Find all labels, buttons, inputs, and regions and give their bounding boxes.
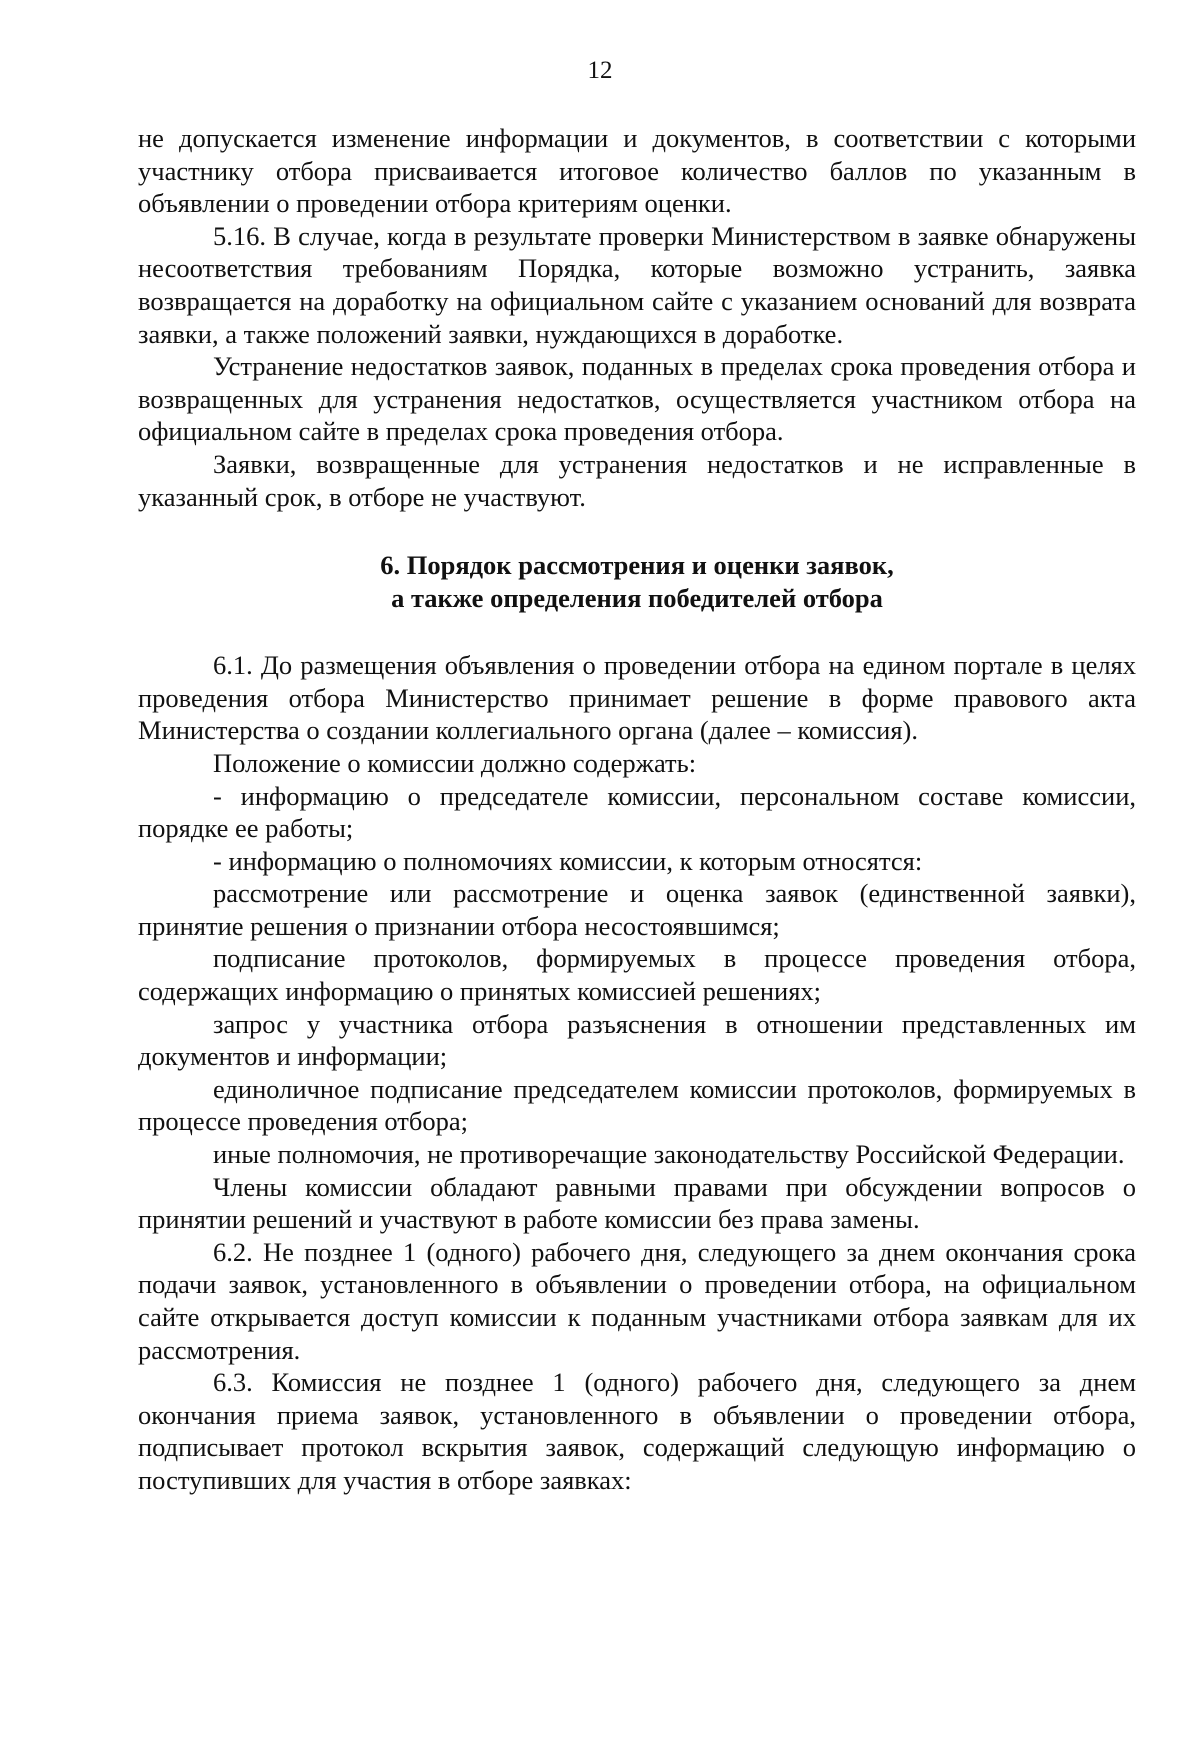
section-heading-line-2: а также определения победителей отбора [391, 583, 883, 614]
paragraph: не допускается изменение информации и документов, в соответствии с которыми участнику отбора присваивается итоговое количество баллов по указанным в объявлении о проведении отбора критериям оценки. [138, 123, 1136, 219]
paragraph: Положение о комиссии должно содержать: [213, 747, 697, 778]
document-body [138, 122, 1136, 1497]
page-number: 12 [587, 57, 613, 84]
paragraph: Члены комиссии обладают равными правами при обсуждении вопросов о принятии решений и участвуют в работе комиссии без права замены. [138, 1171, 1136, 1235]
paragraph: единоличное подписание председателем комиссии протоколов, формируемых в процессе проведения отбора; [138, 1073, 1136, 1137]
paragraph: 6.3. Комиссия не позднее 1 (одного) рабочего дня, следующего за днем окончания приема заявок, установленного в объявлении о проведении отбора, подписывает протокол вскрытия заявок, содержащий следующую информацию о поступивших для участия в отборе заявках: [138, 1367, 1136, 1495]
paragraph: 5.16. В случае, когда в результате проверки Министерством в заявке обнаружены несоответствия требованиям Порядка, которые возможно устранить, заявка возвращается на доработку на официальном сайте с указанием оснований для возврата заявки, а также положений заявки, нуждающихся в доработке. [138, 220, 1136, 349]
section-heading [138, 549, 1136, 615]
paragraph: 6.2. Не позднее 1 (одного) рабочего дня, следующего за днем окончания срока подачи заявок, установленного в объявлении о проведении отбора, на официальном сайте открывается доступ комиссии к поданным участниками отбора заявкам для их рассмотрения. [138, 1236, 1136, 1365]
paragraph: рассмотрение или рассмотрение и оценка заявок (единственной заявки), принятие решения о признании отбора несостоявшимся; [138, 878, 1136, 941]
paragraph: подписание протоколов, формируемых в процессе проведения отбора, содержащих информацию о принятых комиссией решениях; [138, 943, 1136, 1007]
paragraph: Устранение недостатков заявок, поданных в пределах срока проведения отбора и возвращенных для устранения недостатков, осуществляется участником отбора на официальном сайте в пределах срока проведения отбора. [138, 351, 1136, 447]
paragraph: 6.1. До размещения объявления о проведении отбора на едином портале в целях проведения отбора Министерство принимает решение в форме правового акта Министерства о создании коллегиального органа (далее – комиссия). [138, 650, 1136, 746]
paragraphs-before-section [138, 122, 1136, 513]
section-heading-line-1: 6. Порядок рассмотрения и оценки заявок, [380, 550, 894, 581]
paragraphs-after-section [138, 649, 1136, 1496]
paragraph: - информацию о полномочиях комиссии, к которым относятся: [213, 845, 923, 876]
paragraph: Заявки, возвращенные для устранения недостатков и не исправленные в указанный срок, в отборе не участвуют. [138, 448, 1136, 512]
paragraph: иные полномочия, не противоречащие законодательству Российской Федерации. [213, 1139, 1125, 1170]
paragraph: запрос у участника отбора разъяснения в отношении представленных им документов и информации; [138, 1008, 1136, 1072]
paragraph: - информацию о председателе комиссии, персональном составе комиссии, порядке ее работы; [138, 780, 1136, 844]
